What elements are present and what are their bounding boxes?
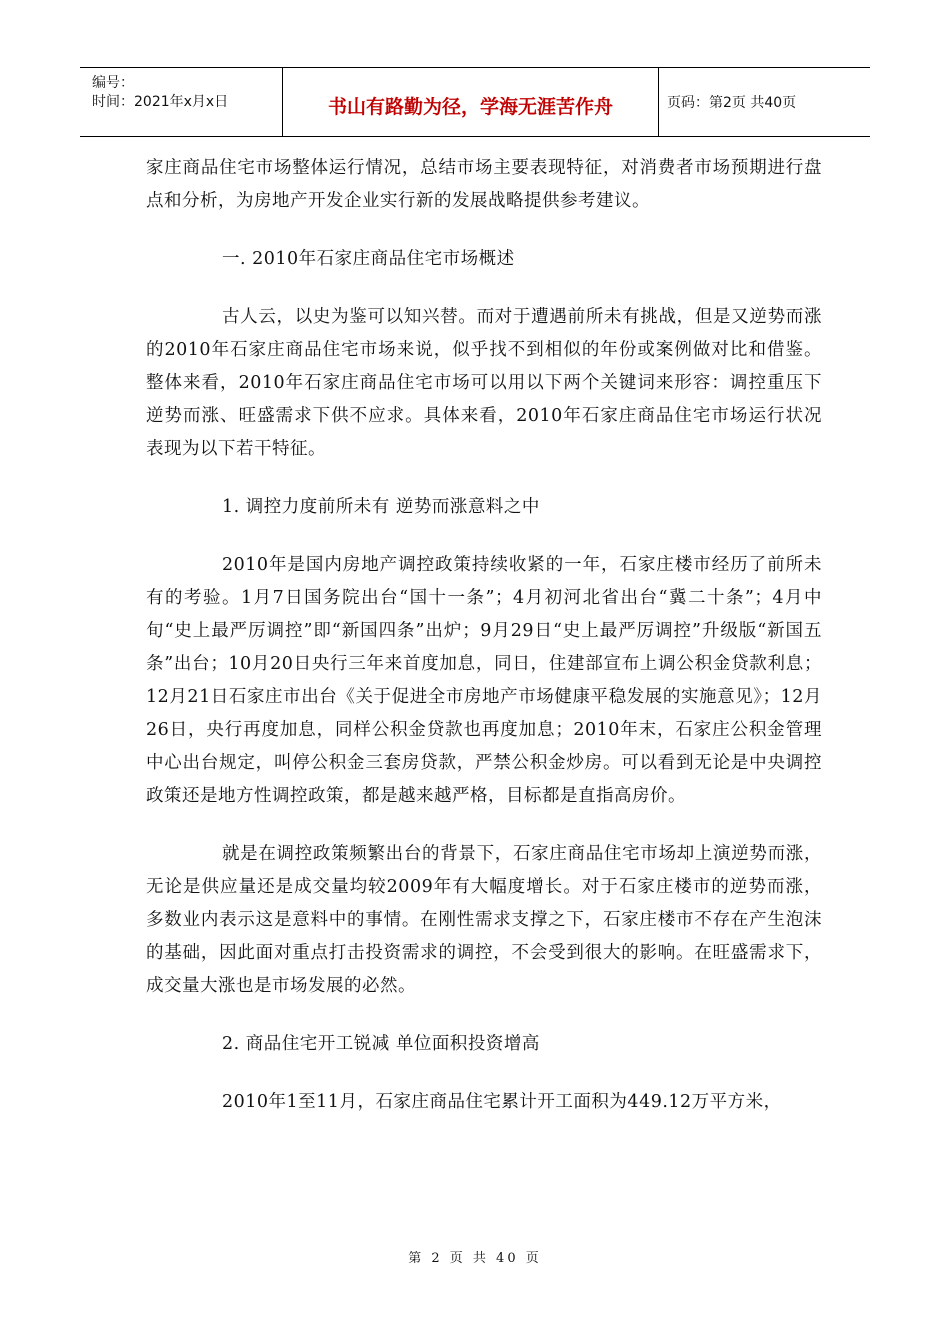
header-meta bbox=[80, 68, 283, 136]
document-body bbox=[146, 152, 822, 1119]
header-motto: 书山有路勤为径，学海无涯苦作舟 bbox=[283, 68, 659, 136]
page-footer: 第 2 页 共 40 页 bbox=[408, 1251, 542, 1266]
subsection-heading-1: 1. 调控力度前所未有 逆势而涨意料之中 bbox=[222, 497, 540, 517]
time-label: 时间：2021年x月x日 bbox=[92, 94, 229, 110]
paragraph-policy: 2010年是国内房地产调控政策持续收紧的一年，石家庄楼市经历了前所未有的考验。1月7日国务院出台“国十一条”；4月初河北省出台“冀二十条”；4月中旬“史上最严厉调控”即“新国四条”出炉；9月29日“史上最严厉调控”升级版“新国五条”出台；10月20日央行三年来首度加息，同日，住建部宣布上调公积金贷款利息；12月21日石家庄市出台《关于促进全市房地产市场健康平稳发展的实施意见》；12月26日，央行再度加息，同样公积金贷款也再度加息；2010年末，石家庄公积金管理中心出台规定，叫停公积金三套房贷款，严禁公积金炒房。可以看到无论是中央调控政策还是地方性调控政策，都是越来越严格，目标都是直指高房价。 bbox=[146, 555, 822, 806]
document-header bbox=[80, 67, 870, 137]
paragraph-construction: 2010年1至11月，石家庄商品住宅累计开工面积为449.12万平方米， bbox=[222, 1092, 782, 1112]
number-label: 编号： bbox=[92, 75, 134, 91]
section-heading-1: 一. 2010年石家庄商品住宅市场概述 bbox=[222, 249, 515, 269]
paragraph-intro-continued: 家庄商品住宅市场整体运行情况，总结市场主要表现特征，对消费者市场预期进行盘点和分析，为房地产开发企业实行新的发展战略提供参考建议。 bbox=[146, 158, 822, 211]
paragraph-overview: 古人云，以史为鉴可以知兴替。而对于遭遇前所未有挑战，但是又逆势而涨的2010年石家庄商品住宅市场来说，似乎找不到相似的年份或案例做对比和借鉴。整体来看，2010年石家庄商品住宅市场可以用以下两个关键词来形容：调控重压下逆势而涨、旺盛需求下供不应求。具体来看，2010年石家庄商品住宅市场运行状况表现为以下若干特征。 bbox=[146, 307, 822, 459]
header-page-info: 页码：第2页 共40页 bbox=[667, 95, 797, 111]
subsection-heading-2: 2. 商品住宅开工锐减 单位面积投资增高 bbox=[222, 1034, 540, 1054]
paragraph-counter-trend: 就是在调控政策频繁出台的背景下，石家庄商品住宅市场却上演逆势而涨，无论是供应量还是成交量均较2009年有大幅度增长。对于石家庄楼市的逆势而涨，多数业内表示这是意料中的事情。在刚性需求支撑之下，石家庄楼市不存在产生泡沫的基础，因此面对重点打击投资需求的调控，不会受到很大的影响。在旺盛需求下，成交量大涨也是市场发展的必然。 bbox=[146, 844, 822, 996]
